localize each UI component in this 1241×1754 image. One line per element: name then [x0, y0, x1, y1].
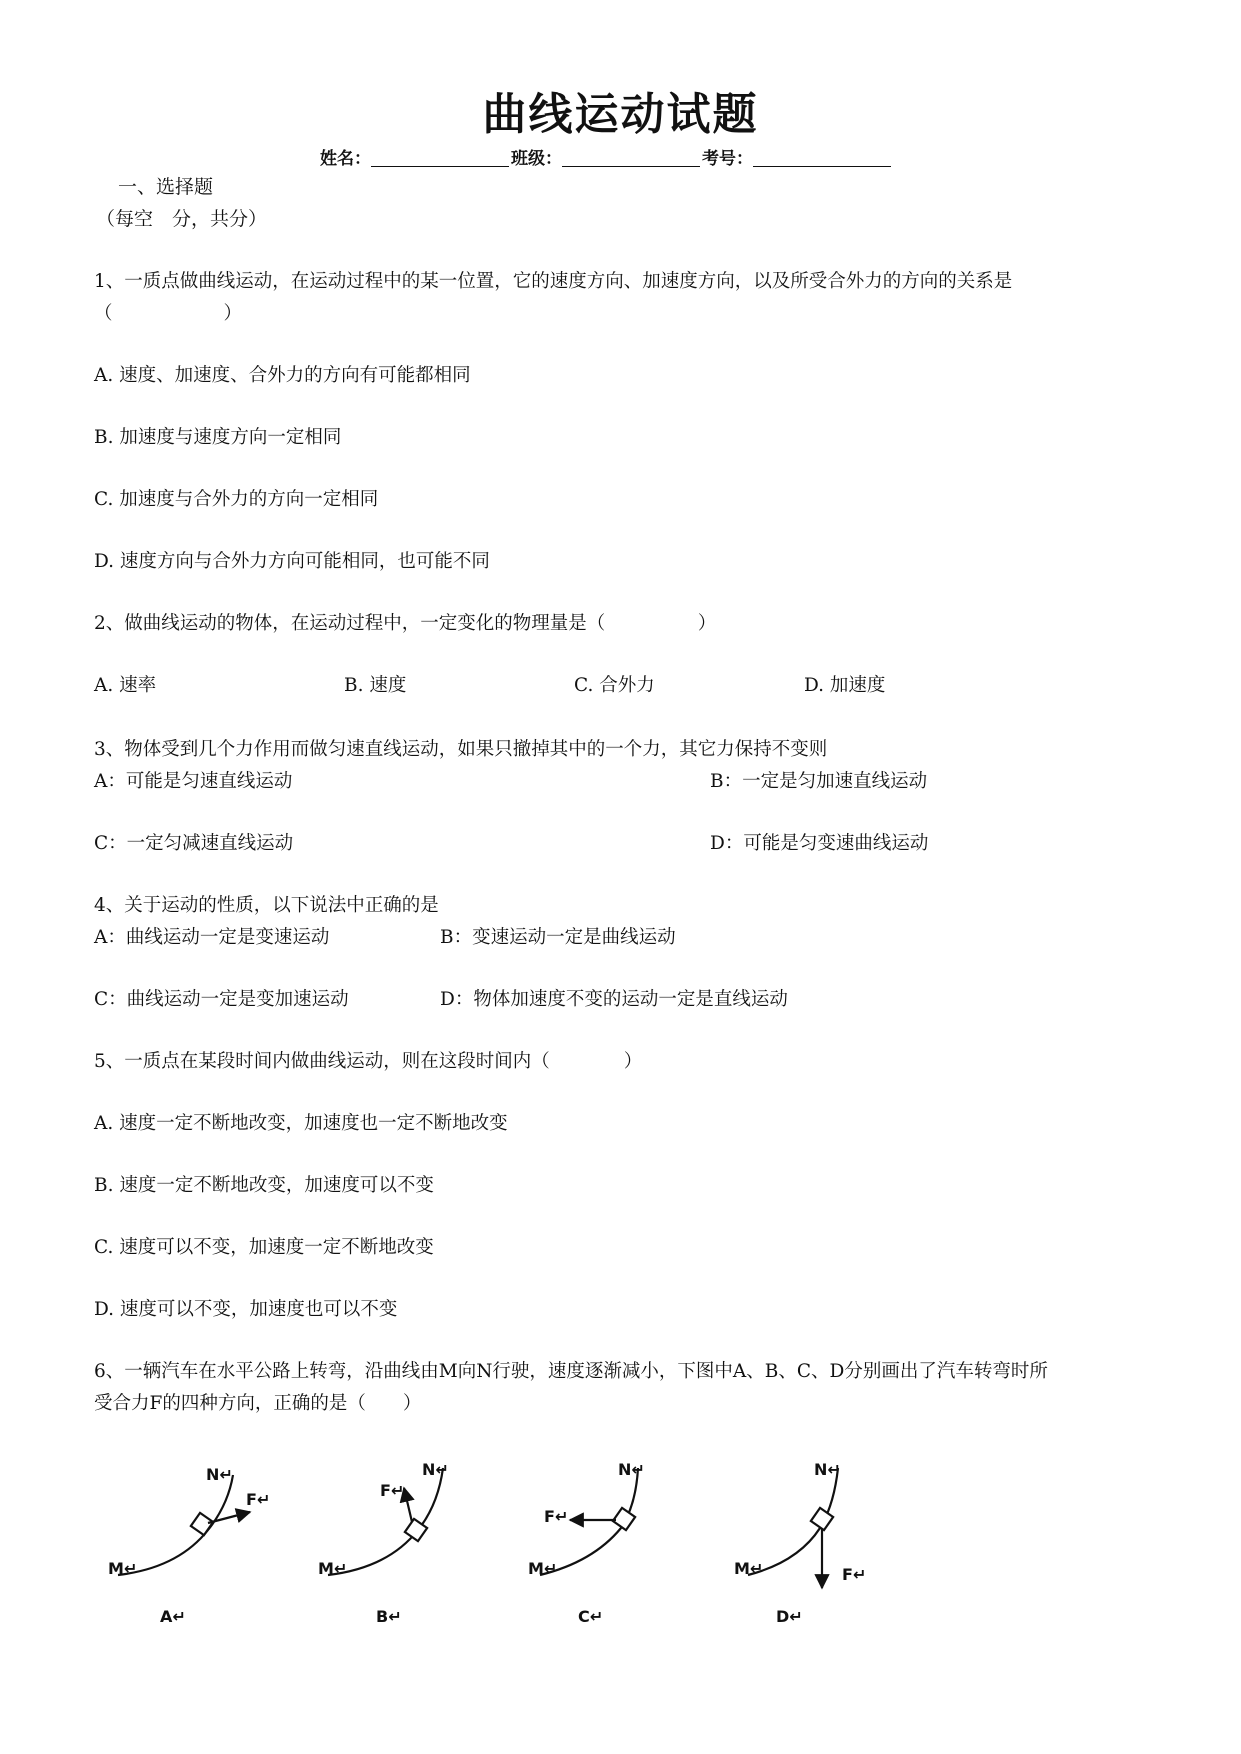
a-label-m: M↵ [108, 1559, 138, 1578]
q4-option-b: B：变速运动一定是曲线运动 [440, 927, 676, 948]
q2-option-a: A. 速率 [94, 675, 157, 696]
q6-stem: 6、一辆汽车在水平公路上转弯，沿曲线由M向N行驶，速度逐渐减小，下图中A、B、C、D分别画出了汽车转弯时所 [94, 1361, 1048, 1382]
b-label-f: F↵ [380, 1481, 405, 1500]
d-label-m: M↵ [734, 1559, 764, 1578]
q3-option-a: A：可能是匀速直线运动 [94, 771, 293, 792]
q3-option-c: C：一定匀减速直线运动 [94, 833, 294, 854]
force-direction-diagram [108, 1450, 908, 1630]
c-label-n: N↵ [618, 1460, 645, 1479]
a-label-f: F↵ [246, 1490, 271, 1509]
exam-no-blank[interactable] [753, 150, 891, 167]
option-c-label: C↵ [578, 1607, 604, 1626]
exam-no-label: 考号： [702, 149, 753, 169]
q4-option-c: C：曲线运动一定是变加速运动 [94, 989, 349, 1010]
q2-stem: 2、做曲线运动的物体，在运动过程中，一定变化的物理量是（ ） [94, 613, 717, 634]
q5-stem: 5、一质点在某段时间内做曲线运动，则在这段时间内（ ） [94, 1051, 643, 1072]
q1-option-a: A. 速度、加速度、合外力的方向有可能都相同 [94, 365, 471, 386]
c-label-f: F↵ [544, 1507, 569, 1526]
q2-option-b: B. 速度 [344, 675, 407, 696]
q1-option-d: D. 速度方向与合外力方向可能相同，也可能不同 [94, 551, 490, 572]
q5-option-c: C. 速度可以不变，加速度一定不断地改变 [94, 1237, 434, 1258]
q2-option-d: D. 加速度 [804, 675, 886, 696]
q4-option-d: D：物体加速度不变的运动一定是直线运动 [440, 989, 788, 1010]
q1-option-c: C. 加速度与合外力的方向一定相同 [94, 489, 379, 510]
score-note: （每空 分，共分） [96, 208, 268, 230]
name-blank[interactable] [371, 150, 509, 167]
q1-stem-cont: （ ） [94, 303, 243, 324]
option-a-figure [118, 1475, 250, 1575]
d-label-f: F↵ [842, 1565, 867, 1584]
q5-option-d: D. 速度可以不变，加速度也可以不变 [94, 1299, 398, 1320]
q5-option-a: A. 速度一定不断地改变，加速度也一定不断地改变 [94, 1113, 508, 1134]
q1-stem: 1、一质点做曲线运动，在运动过程中的某一位置，它的速度方向、加速度方向，以及所受合外力的方向的关系是 [94, 271, 1013, 292]
student-info-line [320, 144, 893, 169]
q4-option-a: A：曲线运动一定是变速运动 [94, 927, 330, 948]
c-label-m: M↵ [528, 1559, 558, 1578]
option-a-label: A↵ [160, 1607, 186, 1626]
class-blank[interactable] [562, 150, 700, 167]
option-d-label: D↵ [776, 1607, 803, 1626]
q3-stem: 3、物体受到几个力作用而做匀速直线运动，如果只撤掉其中的一个力，其它力保持不变则 [94, 739, 828, 760]
q1-option-b: B. 加速度与速度方向一定相同 [94, 427, 342, 448]
section-heading: 一、选择题 [118, 176, 214, 198]
page-title: 曲线运动试题 [482, 89, 759, 140]
q5-option-b: B. 速度一定不断地改变，加速度可以不变 [94, 1175, 434, 1196]
b-label-n: N↵ [422, 1460, 449, 1479]
q3-option-d: D：可能是匀变速曲线运动 [710, 833, 929, 854]
q6-stem-cont: 受合力F的四种方向，正确的是（ ） [94, 1393, 422, 1414]
d-label-n: N↵ [814, 1460, 841, 1479]
name-label: 姓名： [320, 149, 371, 169]
b-label-m: M↵ [318, 1559, 348, 1578]
q4-stem: 4、关于运动的性质，以下说法中正确的是 [94, 895, 439, 916]
q2-option-c: C. 合外力 [574, 675, 655, 696]
q3-option-b: B：一定是匀加速直线运动 [710, 771, 928, 792]
class-label: 班级： [511, 149, 562, 169]
option-b-label: B↵ [376, 1607, 402, 1626]
a-label-n: N↵ [206, 1465, 233, 1484]
